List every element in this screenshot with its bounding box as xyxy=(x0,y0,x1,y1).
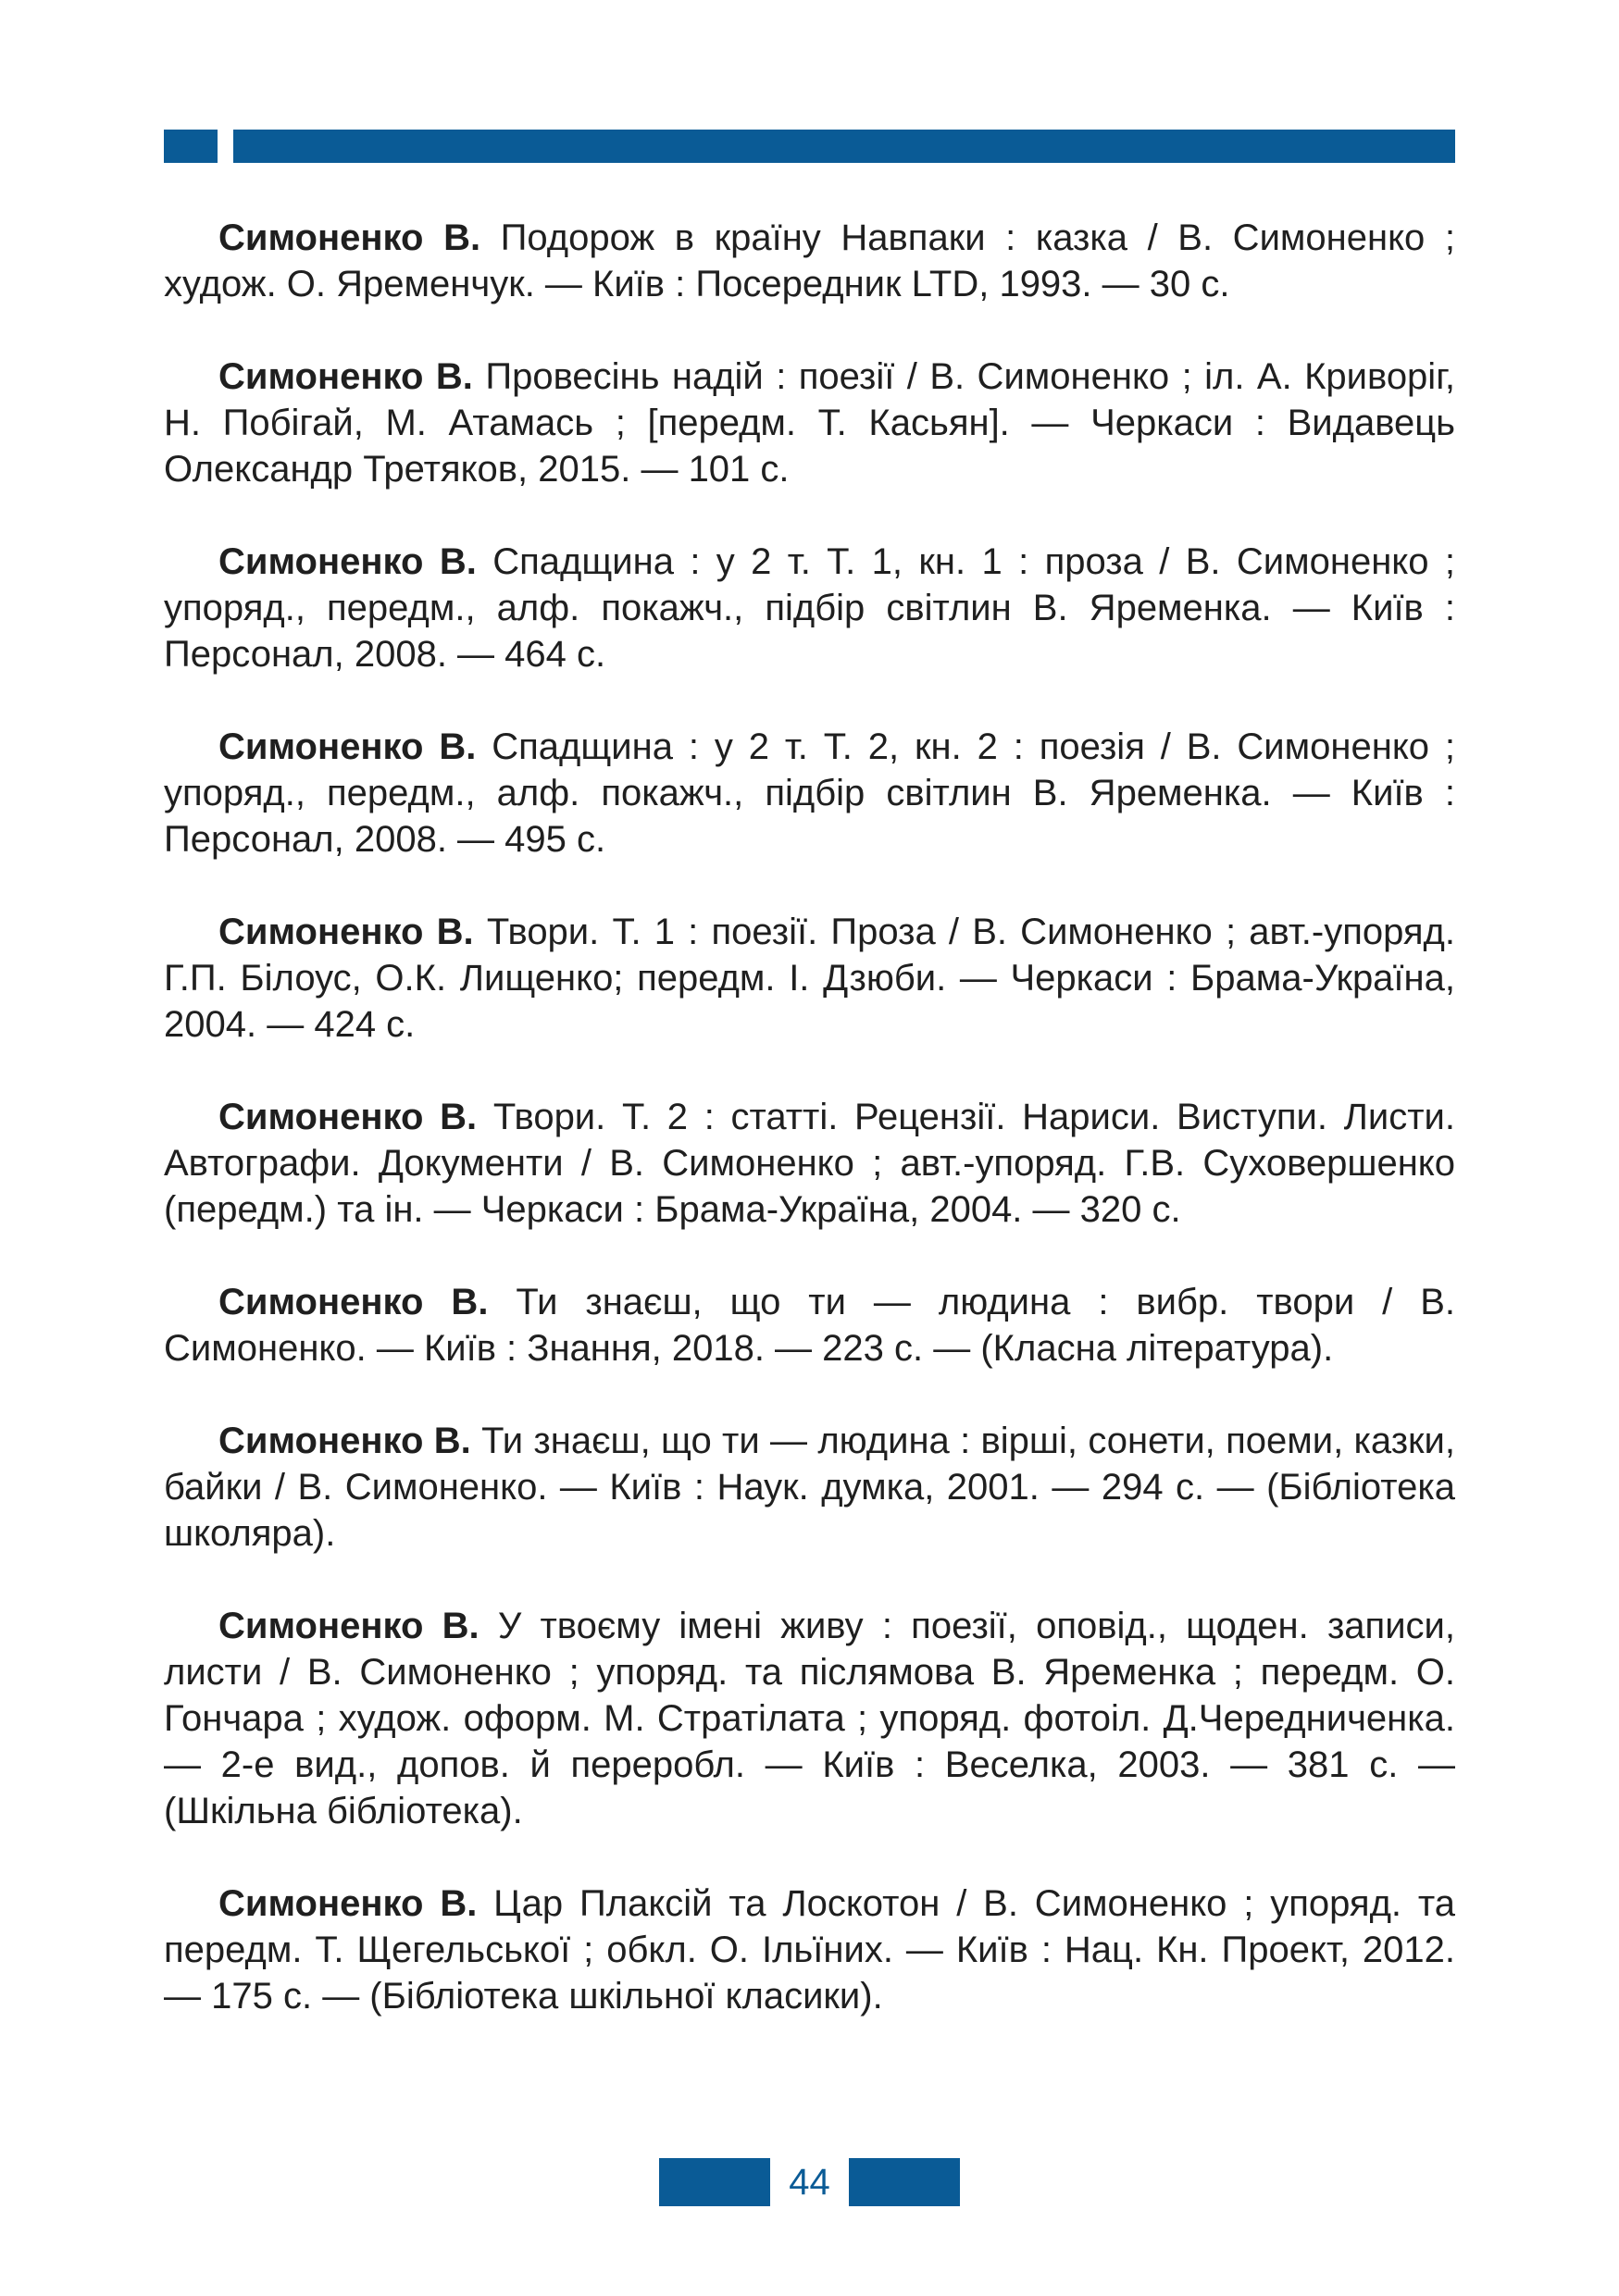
page-number: 44 xyxy=(789,2162,830,2203)
page-footer xyxy=(659,2158,960,2206)
entry-author: Симоненко В. xyxy=(218,726,477,767)
entry-author: Симоненко В. xyxy=(218,1883,478,1924)
header-bar-right xyxy=(233,130,1455,163)
entry-text: Спадщина : у 2 т. Т. 1, кн. 1 : проза / В. Симоненко ; упоряд., передм., алф. покажч., підбір світлин В. Яременка. — Київ : Персонал, 2008. — 464 с. xyxy=(164,541,1455,675)
entry-text: Спадщина : у 2 т. Т. 2, кн. 2 : поезія / В. Симоненко ; упоряд., передм., алф. покажч., підбір світлин В. Яременка. — Київ : Персонал, 2008. — 495 с. xyxy=(164,726,1456,860)
entry-text: Подорож в країну Навпаки : казка / В. Симоненко ; худож. О. Яременчук. — Київ : Посередник LTD, 1993. — 30 с. xyxy=(164,217,1455,304)
entry-text: У твоєму імені живу : поезії, оповід., щоден. записи, листи / В. Симоненко ; упоряд. та післямова В. Яременка ; передм. О. Гончара ; худож. оформ. М. Стратілата ; упоряд. фотоіл. Д.Чередниченка. — 2-е вид., допов. й переробл. — Київ : Веселка, 2003. — 381 с. — (Шкільна бібліотека). xyxy=(164,1606,1456,1831)
header-bar-left xyxy=(164,130,218,163)
entry-text: Твори. Т. 1 : поезії. Проза / В. Симоненко ; авт.-упоряд. Г.П. Білоус, О.К. Лищенко; передм. І. Дзюби. — Черкаси : Брама-Україна, 2004. — 424 с. xyxy=(164,912,1456,1045)
entry-author: Симоненко В. xyxy=(218,217,481,258)
entry-author: Симоненко В. xyxy=(218,1421,471,1461)
entry-author: Симоненко В. xyxy=(218,1606,479,1646)
bibliography-entry xyxy=(164,539,1455,677)
bibliography-entry xyxy=(164,724,1455,863)
bibliography-entry xyxy=(164,1880,1455,2019)
bibliography-list xyxy=(164,215,1455,2066)
entry-author: Симоненко В. xyxy=(218,1282,489,1322)
bibliography-entry xyxy=(164,909,1455,1048)
footer-bar-left xyxy=(659,2158,770,2206)
bibliography-entry xyxy=(164,1094,1455,1233)
entry-text: Ти знаєш, що ти — людина : вірші, сонети, поеми, казки, байки / В. Симоненко. — Київ : Наук. думка, 2001. — 294 с. — (Бібліотека школяра). xyxy=(164,1421,1455,1554)
entry-text: Цар Плаксій та Лоскотон / В. Симоненко ; упоряд. та передм. Т. Щегельської ; обкл. О. Ільїних. — Київ : Нац. Кн. Проект, 2012. — 175 с. — (Бібліотека шкільної класики). xyxy=(164,1883,1456,2017)
entry-author: Симоненко В. xyxy=(218,356,473,397)
entry-author: Симоненко В. xyxy=(218,912,474,952)
entry-text: Провесінь надій : поезії / В. Симоненко ; іл. А. Криворіг, Н. Побігай, М. Атамась ; [передм. Т. Касьян]. — Черкаси : Видавець Олександр Третяков, 2015. — 101 с. xyxy=(164,356,1456,490)
bibliography-entry xyxy=(164,215,1455,307)
entry-text: Ти знаєш, що ти — людина : вибр. твори / В. Симоненко. — Київ : Знання, 2018. — 223 с. — (Класна література). xyxy=(164,1282,1456,1369)
entry-author: Симоненко В. xyxy=(218,1097,478,1137)
bibliography-entry xyxy=(164,1279,1455,1371)
entry-text: Твори. Т. 2 : статті. Рецензії. Нариси. Виступи. Листи. Автографи. Документи / В. Симоненко ; авт.-упоряд. Г.В. Суховершенко (передм.) та ін. — Черкаси : Брама-Україна, 2004. — 320 с. xyxy=(164,1097,1455,1230)
bibliography-entry xyxy=(164,1418,1455,1557)
entry-author: Симоненко В. xyxy=(218,541,477,582)
footer-bar-right xyxy=(849,2158,960,2206)
bibliography-entry xyxy=(164,1603,1455,1834)
bibliography-entry xyxy=(164,354,1455,492)
